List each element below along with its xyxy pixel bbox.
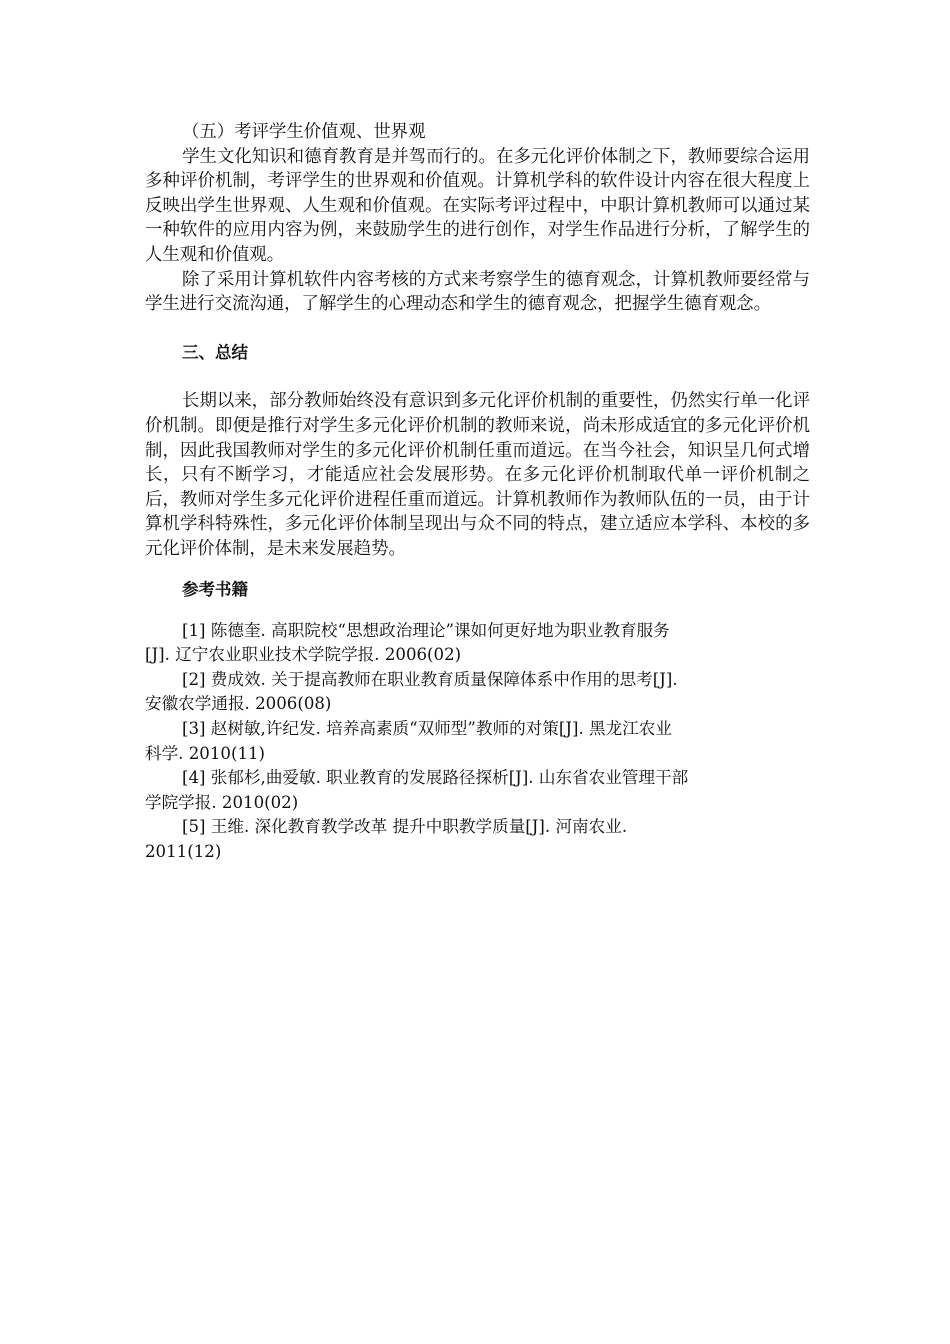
- reference-line-1: [2] 费成效. 关于提高教师在职业教育质量保障体系中作用的思考[J].: [182, 669, 678, 689]
- reference-item: [145, 668, 810, 717]
- reference-line-1: [4] 张郁杉,曲爱敏. 职业教育的发展路径探析[J]. 山东省农业管理干部: [182, 768, 689, 788]
- reference-item: [145, 619, 810, 668]
- reference-line-2: 学院学报. 2010(02): [145, 792, 299, 812]
- references-heading: 参考书籍: [182, 579, 248, 599]
- section5-paragraph-1: 学生文化知识和德育教育是并驾而行的。在多元化评价体制之下，教师要综合运用多种评价机制，考评学生的世界观和价值观。计算机学科的软件设计内容在很大程度上反映出学生世界观、人生观和价值观。在实际考评过程中，中职计算机教师可以通过某一种软件的应用内容为例，来鼓励学生的进行创作，对学生作品进行分析，了解学生的人生观和价值观。: [145, 146, 810, 265]
- reference-line-1: [5] 王维. 深化教育教学改革 提升中职教学质量[J]. 河南农业.: [182, 817, 628, 837]
- reference-line-2: 2011(12): [145, 841, 222, 861]
- reference-line-2: 安徽农学通报. 2006(08): [145, 694, 332, 714]
- document-page: [145, 120, 810, 865]
- section5-heading: （五）考评学生价值观、世界观: [182, 122, 426, 142]
- section5-paragraph-2: 除了采用计算机软件内容考核的方式来考察学生的德育观念，计算机教师要经常与学生进行交流沟通，了解学生的心理动态和学生的德育观念，把握学生德育观念。: [145, 269, 810, 315]
- reference-line-2: [J]. 辽宁农业职业技术学院学报. 2006(02): [145, 645, 462, 665]
- reference-line-1: [3] 赵树敏,许纪发. 培养高素质“双师型”教师的对策[J]. 黑龙江农业: [182, 718, 672, 738]
- reference-line-1: [1] 陈德奎. 高职院校“思想政治理论”课如何更好地为职业教育服务: [182, 620, 670, 640]
- section3-paragraph: 长期以来，部分教师始终没有意识到多元化评价机制的重要性，仍然实行单一化评价机制。即便是推行对学生多元化评价机制的教师来说，尚未形成适宜的多元化评价机制，因此我国教师对学生的多元化评价机制任重而道远。在当今社会，知识呈几何式增长，只有不断学习，才能适应社会发展形势。在多元化评价机制取代单一评价机制之后，教师对学生多元化评价进程任重而道远。计算机教师作为教师队伍的一员，由于计算机学科特殊性，多元化评价体制呈现出与众不同的特点，建立适应本学科、本校的多元化评价体制，是未来发展趋势。: [145, 391, 810, 559]
- reference-item: [145, 766, 810, 815]
- section3-heading: 三、总结: [182, 342, 248, 362]
- reference-line-2: 科学. 2010(11): [145, 743, 266, 763]
- reference-item: [145, 717, 810, 766]
- reference-item: [145, 815, 810, 864]
